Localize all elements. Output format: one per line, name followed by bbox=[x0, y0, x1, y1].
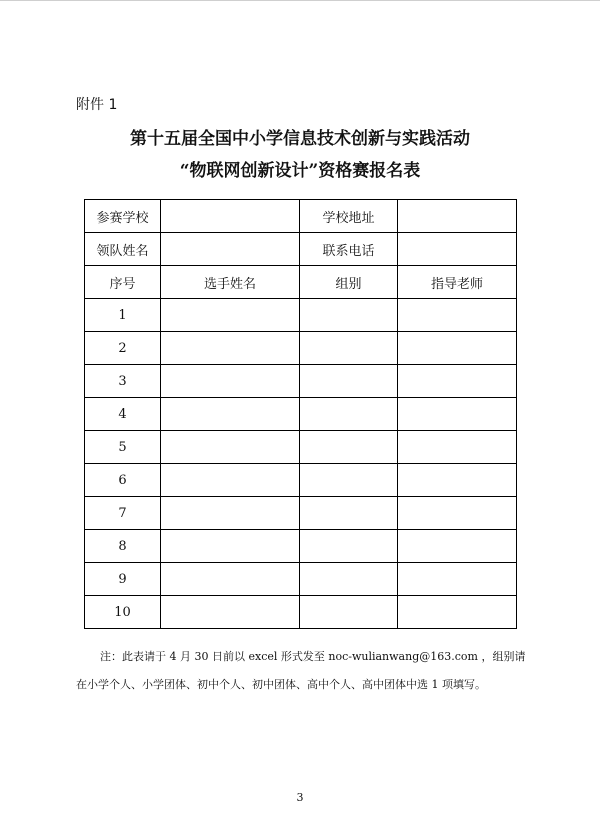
table-row bbox=[85, 398, 517, 431]
player-name-cell[interactable] bbox=[161, 332, 300, 365]
row-number: 1 bbox=[85, 299, 161, 332]
table-row bbox=[85, 332, 517, 365]
table-row bbox=[85, 596, 517, 629]
row-number: 3 bbox=[85, 365, 161, 398]
note-line-1: 注：此表请于 4 月 30 日前以 excel 形式发至 noc-wulianwang@163.com ，组别请 bbox=[100, 650, 526, 663]
player-name-cell[interactable] bbox=[161, 464, 300, 497]
player-name-cell[interactable] bbox=[161, 398, 300, 431]
group-cell[interactable] bbox=[300, 299, 398, 332]
player-name-cell[interactable] bbox=[161, 431, 300, 464]
row-number: 4 bbox=[85, 398, 161, 431]
teacher-cell[interactable] bbox=[398, 299, 517, 332]
page-number: 3 bbox=[296, 791, 304, 804]
player-name-cell[interactable] bbox=[161, 563, 300, 596]
phone-label: 联系电话 bbox=[300, 233, 398, 266]
school-label: 参赛学校 bbox=[85, 200, 161, 233]
table-row bbox=[85, 464, 517, 497]
table-row bbox=[85, 299, 517, 332]
table-row bbox=[85, 530, 517, 563]
player-name-cell[interactable] bbox=[161, 596, 300, 629]
address-input[interactable] bbox=[398, 200, 517, 233]
row-number: 6 bbox=[85, 464, 161, 497]
leader-input[interactable] bbox=[161, 233, 300, 266]
note-line-2: 在小学个人、小学团体、初中个人、初中团体、高中个人、高中团体中选 1 项填写。 bbox=[76, 678, 486, 691]
header-group: 组别 bbox=[300, 266, 398, 299]
teacher-cell[interactable] bbox=[398, 596, 517, 629]
teacher-cell[interactable] bbox=[398, 398, 517, 431]
row-number: 9 bbox=[85, 563, 161, 596]
teacher-cell[interactable] bbox=[398, 497, 517, 530]
table-row bbox=[85, 563, 517, 596]
leader-row bbox=[85, 233, 517, 266]
group-cell[interactable] bbox=[300, 563, 398, 596]
attachment-label: 附件 1 bbox=[76, 97, 118, 113]
teacher-cell[interactable] bbox=[398, 431, 517, 464]
teacher-cell[interactable] bbox=[398, 332, 517, 365]
player-name-cell[interactable] bbox=[161, 497, 300, 530]
phone-input[interactable] bbox=[398, 233, 517, 266]
group-cell[interactable] bbox=[300, 497, 398, 530]
table-row bbox=[85, 431, 517, 464]
group-cell[interactable] bbox=[300, 398, 398, 431]
player-name-cell[interactable] bbox=[161, 365, 300, 398]
row-number: 7 bbox=[85, 497, 161, 530]
group-cell[interactable] bbox=[300, 365, 398, 398]
player-name-cell[interactable] bbox=[161, 299, 300, 332]
document-subtitle: “物联网创新设计”资格赛报名表 bbox=[179, 161, 421, 181]
leader-label: 领队姓名 bbox=[85, 233, 161, 266]
school-input[interactable] bbox=[161, 200, 300, 233]
school-row bbox=[85, 200, 517, 233]
header-teacher: 指导老师 bbox=[398, 266, 517, 299]
group-cell[interactable] bbox=[300, 332, 398, 365]
group-cell[interactable] bbox=[300, 431, 398, 464]
group-cell[interactable] bbox=[300, 596, 398, 629]
row-number: 2 bbox=[85, 332, 161, 365]
row-number: 5 bbox=[85, 431, 161, 464]
table-row bbox=[85, 365, 517, 398]
row-number: 10 bbox=[85, 596, 161, 629]
header-row bbox=[85, 266, 517, 299]
teacher-cell[interactable] bbox=[398, 464, 517, 497]
table-row bbox=[85, 497, 517, 530]
group-cell[interactable] bbox=[300, 530, 398, 563]
address-label: 学校地址 bbox=[300, 200, 398, 233]
player-name-cell[interactable] bbox=[161, 530, 300, 563]
teacher-cell[interactable] bbox=[398, 563, 517, 596]
row-number: 8 bbox=[85, 530, 161, 563]
teacher-cell[interactable] bbox=[398, 365, 517, 398]
page-top-border bbox=[0, 0, 600, 1]
group-cell[interactable] bbox=[300, 464, 398, 497]
teacher-cell[interactable] bbox=[398, 530, 517, 563]
registration-form-table bbox=[84, 199, 517, 629]
header-number: 序号 bbox=[85, 266, 161, 299]
header-player-name: 选手姓名 bbox=[161, 266, 300, 299]
document-title: 第十五届全国中小学信息技术创新与实践活动 bbox=[130, 129, 470, 149]
